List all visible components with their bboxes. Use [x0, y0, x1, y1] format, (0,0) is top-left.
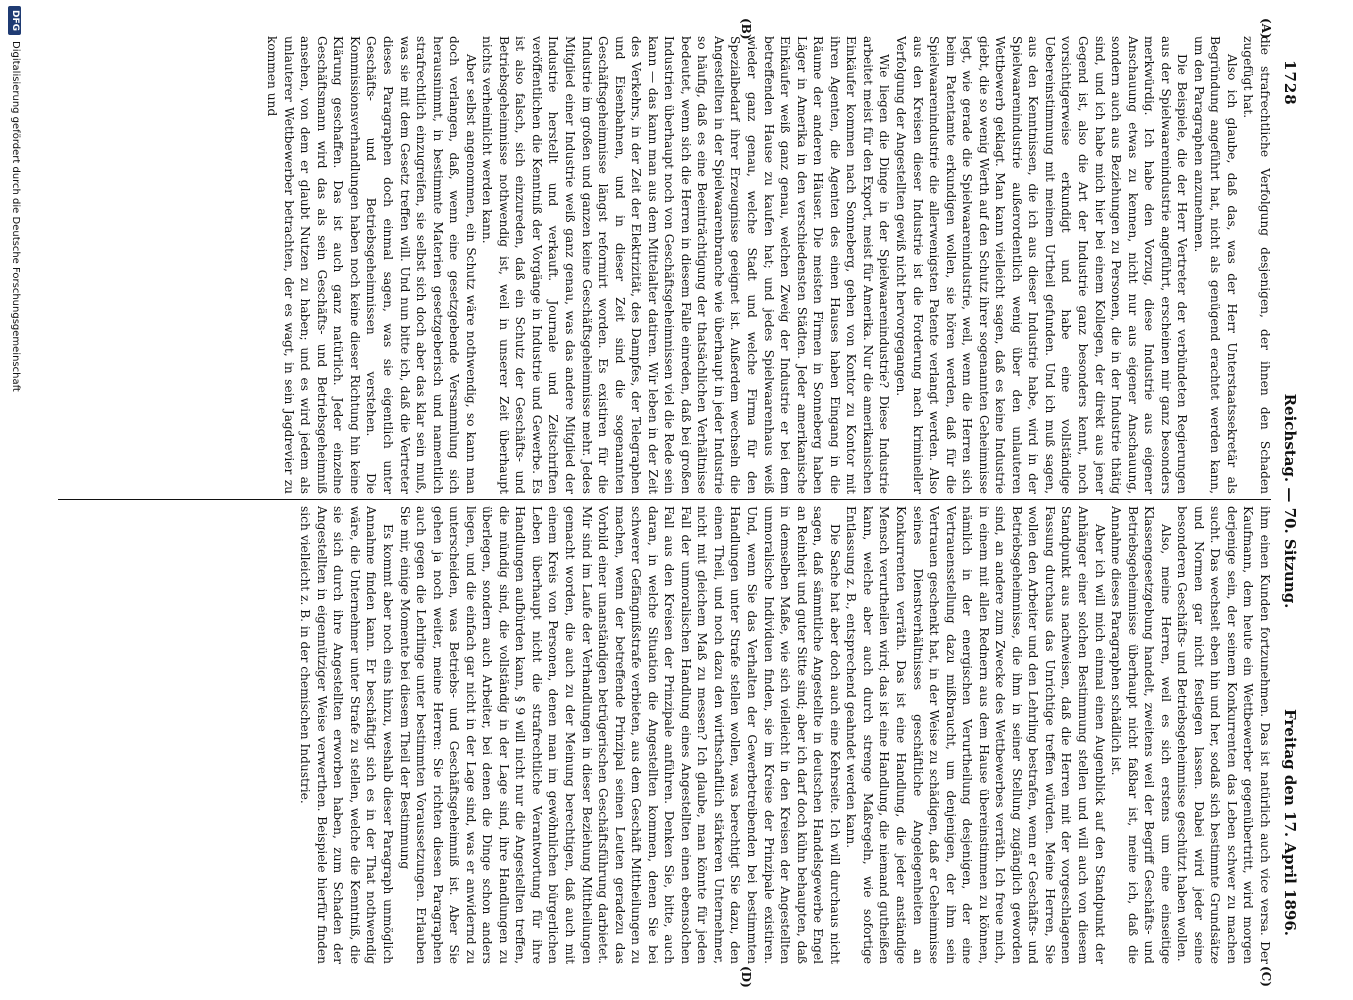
left-column	[55, 36, 1273, 494]
marker-c: (C)	[1259, 966, 1273, 987]
right-column	[55, 506, 1273, 964]
page-number: 1728	[1281, 60, 1299, 106]
paragraph: Wie liegen die Dinge in der Spielwaarenindustrie? Diese Industrie arbeitet meist für den Export, meist für Amerika. Nur die amerikanischen Einkäufer kommen nach Sonneberg, gehen von Kontor zu Kontor mit ihren Agenten, die Agenten des einen Hauses haben Eingang in die Räume der anderen Häuser. Die meisten Firmen in Sonneberg haben Läger in Amerika in den verschiedensten Städten. Jeder amerikanische Einkäufer weiß ganz genau, welchen Zweig der Industrie er bei dem betreffenden Hause zu kaufen hat; und jedes Spielwaarenhaus weiß wieder ganz genau, welche Stadt und welche Firma für den Spezialbedarf ihrer Erzeugnisse geeignet ist. Außerdem wechseln die Angestellten in der Spielwaarenbranche wie überhaupt in jeder Industrie so häufig, daß es eine Beeinträchtigung der thatsächlichen Verhältnisse bedeutet, wenn sich die Herren in diesem Falle einreden, daß bei großen Industrien überhaupt noch von Geschäftsgeheimnissen viel die Rede sein kann — das kann man aus dem Mittelalter datiren. Wir leben in der Zeit des Verkehrs, in der Zeit der Elektrizität, des Dampfes, der Telegraphen und Eisenbahnen, und in dieser Zeit sind die sogenannten Geschäftsgeheimnisse längst reformirt worden. Es existiren für die Industrie im großen und ganzen keine Geschäftsgeheimnisse mehr. Jedes Mitglied einer Industrie weiß ganz genau, was das andere Mitglied der Industrie herstellt und verkauft. Journale und Zeitschriften veröffentlichen die Kenntniß der Vorgänge in Industrie und Gewerbe. Es ist also falsch, sich einzureden, daß ein Schutz der Geschäfts- und Betriebsgeheimnisse nothwendig ist, weil in unserer Zeit überhaupt nichts verheimlicht werden kann.	[480, 36, 892, 494]
digitization-credit	[6, 0, 24, 1000]
credit-text: Digitalisierung gefördert durch die Deutsche Forschungsgemeinschaft	[10, 41, 21, 392]
paragraph: ihm einen Kunden fortzunehmen. Das ist natürlich auch vice versa. Der Kaufmann, dem heute ein Wettbewerber gegenübertritt, wird morgen derjenige sein, der seinem Konkurrenten das Leben schwer zu machen sucht. Das wechselt eben hin und her, sodaß sich bestimmte Grundsätze und Normen gar nicht festlegen lassen. Dabei wird jeder seine besonderen Geschäfts- und Betriebsgeheimnisse geschützt haben wollen.	[1175, 506, 1272, 964]
paragraph: Also, meine Herren, weil es sich erstens um eine einseitige Klassengesetzgebung handelt, zweitens weil der Begriff Geschäfts- und Betriebsgeheimnisse überhaupt nicht faßbar ist, meine ich, daß die Annahme dieses Paragraphen schädlich ist.	[1109, 506, 1173, 964]
page-title: Reichstag. — 70. Sitzung.	[1281, 393, 1299, 609]
marker-b: (B)	[739, 18, 753, 40]
paragraph: Es kommt aber noch eins hinzu, weshalb dieser Paragraph unmöglich Annahme finden kann. Er beschäftigt sich es in der That nothwendig wäre, die Unternehmer unter Strafe zu stellen, welche die Kenntniß, die sie sich durch ihre Angestellten erworben haben, zum Schaden der Angestellten in eigennütziger Weise verwerthen. Beispiele hierfür finden sich vielleicht z. B. in der chemischen Industrie.	[298, 506, 396, 964]
column-divider	[58, 499, 1271, 500]
marker-a: (A)	[1259, 18, 1273, 39]
paragraph: die strafrechtliche Verfolgung desjenigen, der ihnen den Schaden zugefügt hat.	[1241, 36, 1272, 494]
dfg-logo: DFG	[8, 6, 21, 35]
marker-d: (D)	[739, 966, 753, 988]
paragraph: Also ich glaube, daß das, was der Herr Unterstaatssekretär als Begründung angeführt hat, nicht als genügend erachtet werden kann, um den Paragraphen anzunehmen.	[1191, 36, 1239, 494]
paragraph: Aber ich will mich einmal einen Augenblick auf den Standpunkt der Anhänger einer solchen Bestimmung stellen und will auch von diesem Standpunkt aus nachweisen, daß die Herren mit der vorgeschlagenen Fassung durchaus das Unrichtige treffen würden. Meine Herren, Sie wollen den Arbeiter und den Lehrling bestrafen, wenn er Geschäfts- und Betriebsgeheimnisse, die ihm in seiner Stellung zugänglich geworden sind, an andere zum Zwecke des Wettbewerbes verräth. Ich freue mich, in einem mit allen Rednern aus dem Hause übereinstimmen zu können, nämlich in der energischen Verurtheilung desjenigen, der eine Vertrauensstellung dazu mißbraucht, um denjenigen, der ihm sein Vertrauen geschenkt hat, in der Weise zu schädigen, daß er Geheimnisse seines Dienstverhältnisses geschäftliche Angelegenheiten an Konkurrenten verräth. Das ist eine Handlung, die jeder anständige Mensch verurtheilen wird; das ist eine Handlung, die niemand gutheißen kann, welche aber auch durch strenge Maßregeln, wie sofortige Entlassung z. B., entsprechend geahndet werden kann.	[844, 506, 1107, 964]
page-header	[1279, 36, 1301, 966]
paragraph: Die Sache hat aber doch auch eine Kehrseite. Ich will durchaus nicht sagen, daß sämmtliche Angestellte in deutschen Handelsgewerbe Engel an Reinheit und guter Sitte sind; aber ich darf doch kühn behaupten, daß in demselben Maße, wie sich vielleicht in den Kreisen der Angestellten unmoralische Individuen finden, sie im Kreise der Prinzipale existiren. Und, wenn Sie das Verhalten der Gewerbetreibenden bei bestimmten Handlungen unter Strafe stellen wollen, was berechtigt Sie dazu, den einen Theil, und noch dazu den wirthschaftlich stärkeren Unternehmer, nicht mit gleichem Maß zu messen? Ich glaube, man könnte für jeden Fall der unmoralischen Handlung eines Angestellten einen ebensolchen Fall aus den Kreisen der Prinzipale anführen. Denken Sie, bitte, auch daran, in welche Situation die Angestellten kommen, denen Sie bei schwerer Gefängnißstrafe verbieten, aus dem Geschäft Mittheilungen zu machen, wenn der betreffende Prinzipal seinen Leuten geradezu das Vorbild einer unanständigen betrügerischen Geschäftsführung darbietet. Mir sind im Laufe der Verhandlungen in dieser Beziehung Mittheilungen gemacht worden, die auch zu der Meinung berechtigen, daß auch mit einem Kreis von Personen, denen man im gewöhnlichen bürgerlichen Leben überhaupt nicht die strafrechtliche Verantwortung für ihre Handlungen aufbürden kann, § 9 will nicht nur die Angestellten treffen, die mündig sind, die vollständig in der Lage sind, ihre Handlungen zu überlegen, sondern auch Arbeiter, bei denen die Dinge schon anders liegen, und die einfach gar nicht in der Lage sind, was er anwidernd zu unterscheiden, was Betriebs- und Geschäftsgeheimniß ist. Aber Sie gehen ja noch weiter, meine Herren: Sie richten diesen Paragraphen auch gegen die Lehrlinge unter bestimmten Voraussetzungen. Erlauben Sie mir, einige Momente bei diesem Theil der Bestimmung	[397, 506, 842, 964]
paragraph: Die Beispiele, die der Herr Vertreter der verbündeten Regierungen aus der Spielwaarenindustrie angeführt, erscheinen mir ganz besonders merkwürdig. Ich habe den Vorzug, diese Industrie aus eigener Anschauung etwas zu kennen, nicht nur aus eigener Anschauung, sondern auch aus Beziehungen zu Personen, die in der Industrie thätig sind, und ich habe mich hier bei einem Kollegen, der direkt aus jener Gegend ist, also die Art der Industrie ganz besonders kennt, noch vorsichtigerweise erkundigt und habe eine vollständige Uebereinstimmung mit meinem Urtheil gefunden. Und ich muß sagen, aus den Kenntnissen, die ich aus dieser Industrie habe, wird in der Spielwaarenindustrie außerordentlich wenig über den unlauteren Wettbewerb geklagt. Man kann vielleicht sagen, daß es keine Industrie giebt, die so wenig Werth auf den Schutz ihrer sogenannten Geheimnisse legt, wie gerade die Spielwaarenindustrie, weil, wenn die Herren sich beim Patentamte erkundigen wollen, sie hören werden, daß für die Spielwaarenindustrie die allerwenigsten Patente verlangt werden. Also aus den Kreisen dieser Industrie ist die Forderung nach krimineller Verfolgung der Angestellten gewiß nicht hervorgegangen.	[893, 36, 1190, 494]
paragraph: Aber selbst angenommen, ein Schutz wäre nothwendig, so kann man doch verlangen, daß, wenn eine gesetzgebende Versammlung sich herausnimmt, in bestimmte Materien gesetzgeberisch und namentlich strafrechtlich einzugreifen, sie selbst sich doch aber das klar sein muß, was sie mit dem Gesetz treffen will. Und nun bitte ich, daß die Vertreter dieses Paragraphen doch einmal sagen, was sie eigentlich unter Geschäfts- und Betriebsgeheimnissen verstehen. Die Kommissionsverhandlungen haben noch keine dieser Richtung hin keine Klärung geschaffen. Das ist auch ganz natürlich. Jeder einzelne Geschäftsmann wird das als sein Geschäfts- und Betriebsgeheimniß ansehen, von dem er glaubt Nutzen zu haben; und es wird jedem als unlauterer Wettbewerber betrachten, der es wagt, in sein Jagdrevier zu kommen und	[265, 36, 478, 494]
session-date: Freitag den 17. April 1896.	[1281, 709, 1299, 936]
